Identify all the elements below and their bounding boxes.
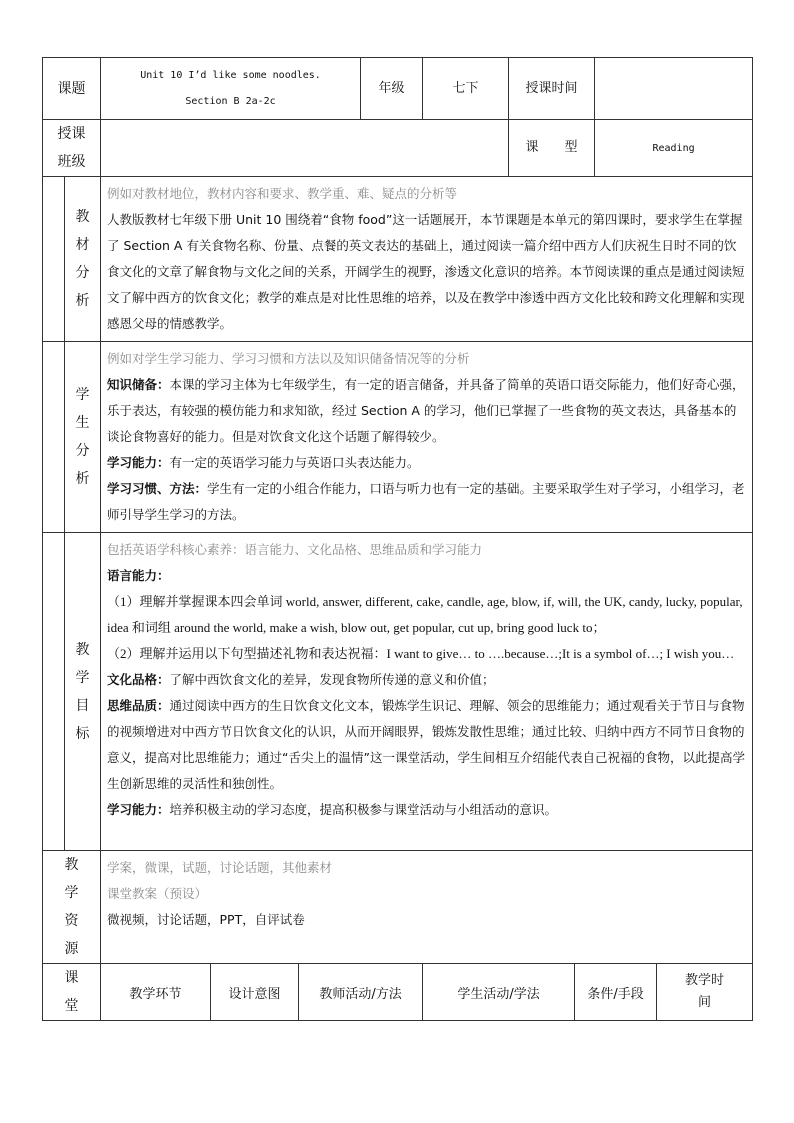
class-label: 授课班级: [43, 120, 101, 177]
lesson-plan-table: [42, 57, 753, 1021]
process-label: 课堂: [43, 964, 101, 1021]
goals-thinking: 思维品质：通过阅读中西方的生日饮食文化文本，锻炼学生识记、理解、领会的思维能力；通过观看关于节日与食物的视频增进对中西方节日饮食文化的认识，从而开阔眼界，锻炼发散性思维；通过比较、归纳中西方不同节日食物的意义，提高对比思维能力；通过“舌尖上的温情”这一课堂活动，学生间相互介绍能代表自己祝福的食物，以此提高学生创新思维的灵活性和独创性。: [107, 698, 745, 791]
goals-study: 学习能力：培养积极主动的学习态度，提高积极参与课堂活动与小组活动的意识。: [107, 802, 558, 817]
col-design-intent: 设计意图: [211, 964, 299, 1021]
time-label: 授课时间: [509, 58, 595, 120]
goals-language-title: 语言能力：: [107, 568, 170, 583]
time-value: [595, 58, 753, 120]
col-teaching-step: 教学环节: [101, 964, 211, 1021]
resources-hint-2: 课堂教案（预设）: [107, 886, 208, 901]
resources-hint-1: 学案，微课，试题，讨论话题，其他素材: [107, 860, 333, 875]
type-value: Reading: [595, 120, 753, 177]
resources-text: 微视频，讨论话题，PPT，自评试卷: [107, 912, 305, 927]
class-value: [101, 120, 509, 177]
student-hint: 例如对学生学习能力、学习习惯和方法以及知识储备情况等的分析: [107, 351, 470, 366]
textbook-label: 教材分析: [65, 177, 101, 342]
resources-content: [101, 851, 753, 964]
grade-value: 七下: [423, 58, 509, 120]
goals-language-1: （1）理解并掌握课本四会单词 world, answer, different, cake, candle, age, blow, if, will, the UK, candy, lucky, popular, idea 和词组 around the world, make a wish, blow out, get popular, cut up, bring good luck to；: [107, 594, 743, 635]
goals-language-2: （2）理解并运用以下句型描述礼物和表达祝福：I want to give… to ….because…;It is a symbol of…; I wish you…: [107, 646, 735, 661]
resources-label: 教学资源: [43, 851, 101, 964]
col-conditions: 条件/手段: [575, 964, 657, 1021]
textbook-content: [101, 177, 753, 342]
col-teaching-time: 教学时间: [657, 964, 753, 1021]
textbook-paragraph: 人教版教材七年级下册 Unit 10 围绕着“食物 food”这一话题展开，本节课题是本单元的第四课时，要求学生在掌握了 Section A 有关食物名称、份量、点餐的英文表达的基础上，通过阅读一篇介绍中西方人们庆祝生日时不同的饮食文化的文章了解食物与文化之间的关系，开阔学生的视野，渗透文化意识的培养。本节阅读课的重点是通过阅读短文了解中西方的饮食文化；教学的难点是对比性思维的培养，以及在教学中渗透中西方文化比较和跨文化理解和实现感恩父母的情感教学。: [107, 212, 745, 331]
student-ability: 学习能力：有一定的英语学习能力与英语口头表达能力。: [107, 455, 420, 470]
student-habits: 学习习惯、方法：学生有一定的小组合作能力，口语与听力也有一定的基础。主要采取学生对子学习，小组学习，老师引导学生学习的方法。: [107, 481, 745, 522]
title-value: Unit 10 I’d like some noodles. Section B 2a-2c: [101, 58, 361, 120]
student-label: 学生分析: [65, 342, 101, 533]
goals-content: [101, 533, 753, 851]
col-student-activity: 学生活动/学法: [423, 964, 575, 1021]
title-label: 课题: [43, 58, 101, 120]
col-teacher-activity: 教师活动/方法: [299, 964, 423, 1021]
textbook-hint: 例如对教材地位，教材内容和要求、教学重、难、疑点的分析等: [107, 186, 458, 201]
student-knowledge: 知识储备：本课的学习主体为七年级学生，有一定的语言储备，并具备了简单的英语口语交际能力，他们好奇心强，乐于表达，有较强的模仿能力和求知欲，经过 Section A 的学习，他们已掌握了一些食物的英文表达，具备基本的谈论食物喜好的能力。但是对饮食文化这个话题了解得较少。: [107, 377, 745, 444]
goals-hint: 包括英语学科核心素养：语言能力、文化品格、思维品质和学习能力: [107, 542, 483, 557]
grade-label: 年级: [361, 58, 423, 120]
goals-label: 教学目标: [65, 533, 101, 851]
type-label: 课 型: [509, 120, 595, 177]
student-content: [101, 342, 753, 533]
goals-culture: 文化品格：了解中西饮食文化的差异，发现食物所传递的意义和价值；: [107, 672, 495, 687]
